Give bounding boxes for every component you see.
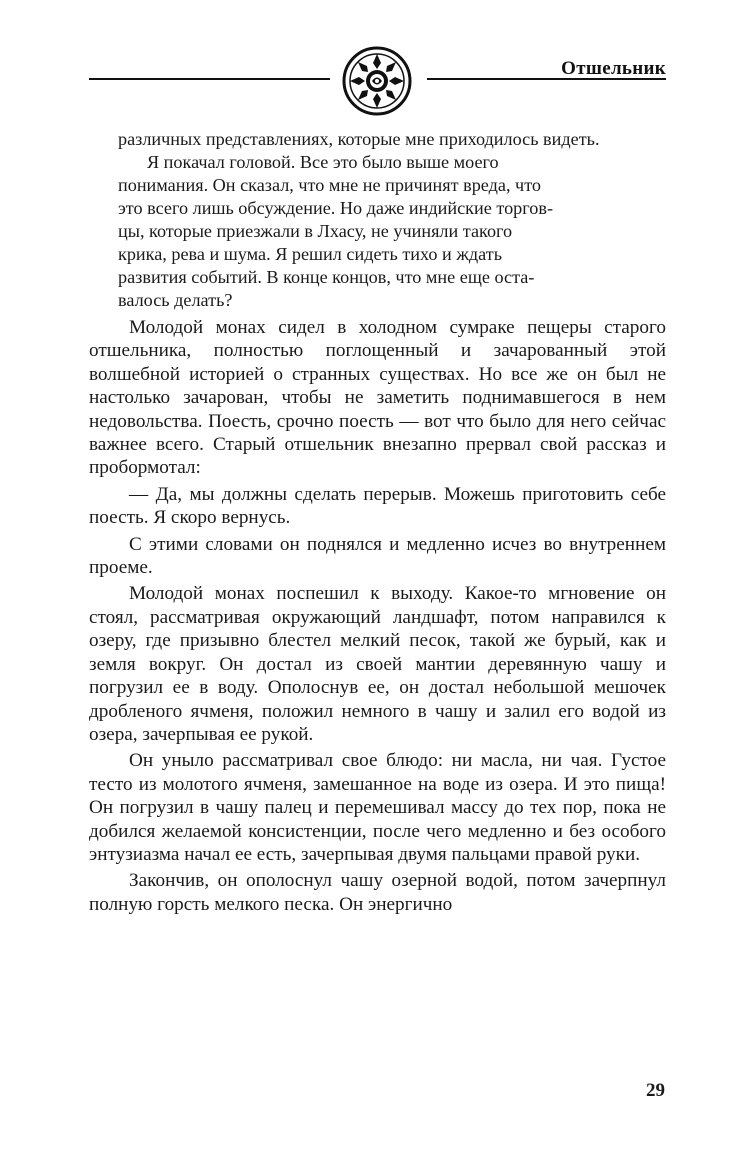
running-title: Отшельник: [561, 58, 666, 79]
quote-line: крика, рева и шума. Я решил сидеть тихо и ждать: [118, 244, 503, 264]
dharma-wheel-emblem-icon: [341, 45, 413, 117]
body-paragraph-1: Молодой монах сидел в холодном сумраке пещеры старого отшельника, полностью поглощенный и зачарованный этой волшебной историей о странных существах. Но все же он был не настолько зачарован, чтобы не заметить поднимавшегося в нем недовольства. Поесть, срочно поесть — вот что было для него сейчас важнее всего. Старый отшельник внезапно прервал свой рассказ и пробормотал:: [89, 317, 666, 479]
quote-line: развития событий. В конце концов, что мне еще оста-: [118, 267, 535, 287]
quote-line: это всего лишь обсуждение. Но даже индийские торгов-: [118, 198, 553, 218]
quote-paragraph-1: различных представлениях, которые мне приходилось видеть.: [118, 129, 600, 149]
page-text: [89, 128, 666, 916]
header-rule-left: [89, 78, 330, 80]
quote-line: Я покачал головой. Все это было выше моего: [147, 152, 499, 172]
quote-line: понимания. Он сказал, что мне не причинят вреда, что: [118, 175, 542, 195]
quote-paragraph-2: [118, 151, 650, 312]
body-paragraph-2: — Да, мы должны сделать перерыв. Можешь приготовить себе поесть. Я скоро вернусь.: [89, 483, 666, 529]
body-paragraph-6: Закончив, он ополоснул чашу озерной водой, потом зачерпнул полную горсть мелкого песка. Он энергично: [89, 870, 666, 915]
quote-line: валось делать?: [118, 290, 233, 310]
page-number: 29: [646, 1080, 665, 1101]
body-paragraph-5: Он уныло рассматривал свое блюдо: ни масла, ни чая. Густое тесто из молотого ячменя, замешанное на воде из озера. И это пища! Он погрузил в чашу палец и перемешивал массу до тех пор, пока не добился желаемой консистенции, после чего медленно и без особого энтузиазма начал ее есть, зачерпывая двумя пальцами правой руки.: [89, 750, 666, 865]
quote-line: цы, которые приезжали в Лхасу, не учиняли такого: [118, 221, 513, 241]
quoted-passage: [118, 128, 650, 312]
body-paragraph-4: Молодой монах поспешил к выходу. Какое-то мгновение он стоял, рассматривая окружающий ландшафт, потом направился к озеру, где призывно блестел мелкий песок, такой же бурый, как и земля вокруг. Он достал из своей мантии деревянную чашу и погрузил ее в воду. Ополоснув ее, он достал небольшой мешочек дробленого ячменя, положил немного в чашу и залил его водой из озера, зачерпывая ее рукой.: [89, 583, 666, 745]
body-paragraph-3: С этими словами он поднялся и медленно исчез во внутреннем проеме.: [89, 533, 666, 579]
